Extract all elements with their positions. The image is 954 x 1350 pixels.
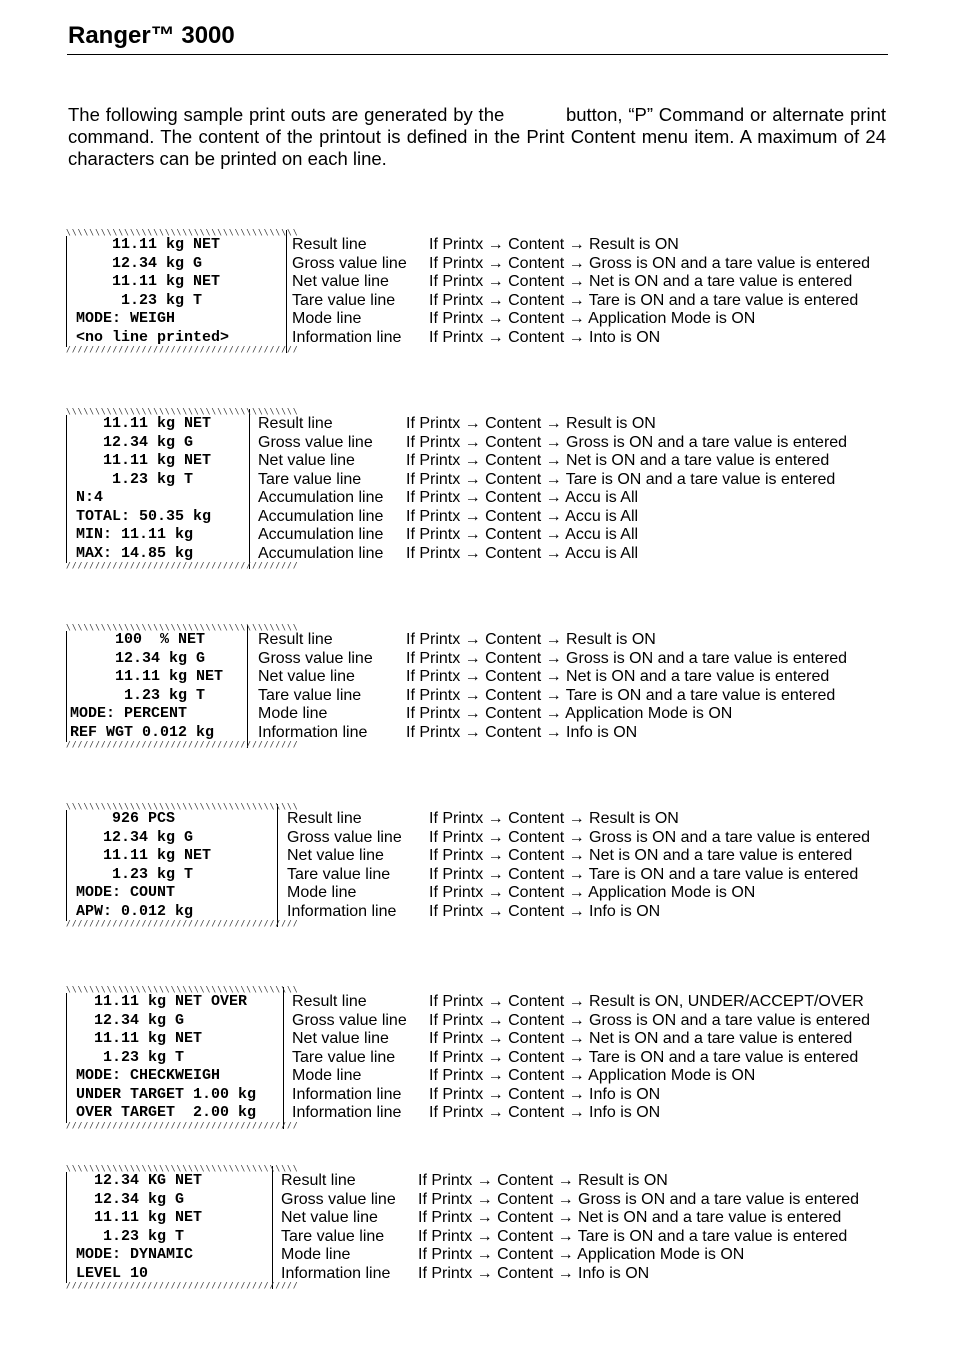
line-condition: If Printx → Content → Result is ON bbox=[429, 810, 679, 827]
line-condition: If Printx → Content → Result is ON bbox=[429, 236, 679, 253]
printout-line: 100 % NET bbox=[70, 631, 206, 648]
line-condition: If Printx → Content → Net is ON and a tare value is entered bbox=[406, 452, 830, 469]
printout-line: MAX: 14.85 kg bbox=[76, 544, 194, 562]
line-condition: If Printx → Content → Accu is All bbox=[406, 544, 639, 562]
printout-ticket bbox=[66, 1164, 299, 1290]
line-condition: If Printx → Content → Result is ON bbox=[406, 631, 656, 648]
printout-line: 12.34 kg G bbox=[76, 1011, 185, 1029]
printout-line: 12.34 KG NET bbox=[76, 1172, 203, 1189]
printout-line: MODE: WEIGH bbox=[76, 310, 176, 327]
line-type-label: Result line bbox=[281, 1172, 356, 1189]
line-type-label: Result line bbox=[258, 631, 333, 648]
printout-line: 926 PCS bbox=[76, 810, 176, 827]
line-type-label: Accumulation line bbox=[258, 544, 384, 562]
line-type-label: Result line bbox=[292, 236, 367, 253]
intro-paragraph bbox=[68, 104, 886, 170]
printout-line: REF WGT 0.012 kg bbox=[70, 723, 215, 741]
line-type-label: Accumulation line bbox=[258, 507, 384, 525]
ticket-torn-edge-bottom: //////////////////////////////////////// bbox=[66, 740, 299, 749]
line-condition: If Printx → Content → Into is ON bbox=[429, 328, 661, 346]
line-condition: If Printx → Content → Gross is ON and a tare value is entered bbox=[429, 254, 871, 272]
line-type-label: Tare value line bbox=[292, 291, 396, 309]
line-type-label: Mode line bbox=[258, 705, 328, 722]
page-title: Ranger™ 3000 bbox=[68, 22, 235, 49]
printout-line: TOTAL: 50.35 kg bbox=[76, 507, 212, 525]
line-type-label: Mode line bbox=[281, 1246, 351, 1263]
line-condition: If Printx → Content → Net is ON and a tare value is entered bbox=[406, 668, 830, 685]
ticket-torn-edge-bottom: //////////////////////////////////////// bbox=[66, 345, 299, 354]
ticket-body bbox=[66, 810, 277, 921]
line-condition: If Printx → Content → Accu is All bbox=[406, 507, 639, 525]
printout-line: OVER TARGET 2.00 kg bbox=[76, 1104, 257, 1121]
line-condition: If Printx → Content → Gross is ON and a tare value is entered bbox=[406, 433, 848, 451]
line-type-label: Accumulation line bbox=[258, 489, 384, 506]
line-condition: If Printx → Content → Gross is ON and a tare value is entered bbox=[429, 828, 871, 846]
printout-ticket bbox=[66, 985, 299, 1130]
printout-line: 11.11 kg NET bbox=[76, 847, 212, 864]
ticket-torn-edge-top: \\\\\\\\\\\\\\\\\\\\\\\\\\\\\\\\\\\\\\\\ bbox=[66, 228, 299, 237]
line-type-label: Information line bbox=[292, 1085, 402, 1103]
intro-text-start: The following sample print outs are generated by the bbox=[68, 104, 505, 125]
line-condition: If Printx → Content → Info is ON bbox=[429, 1085, 661, 1103]
line-condition: If Printx → Content → Info is ON bbox=[418, 1264, 650, 1282]
printout-line: LEVEL 10 bbox=[76, 1264, 149, 1282]
ticket-torn-edge-top: \\\\\\\\\\\\\\\\\\\\\\\\\\\\\\\\\\\\\\\\ bbox=[66, 802, 299, 811]
printout-line: 11.11 kg NET bbox=[76, 1030, 203, 1047]
line-type-label: Gross value line bbox=[258, 649, 373, 667]
printout-line: 1.23 kg T bbox=[76, 1227, 185, 1245]
line-condition: If Printx → Content → Application Mode is ON bbox=[418, 1246, 745, 1263]
line-condition: If Printx → Content → Result is ON bbox=[406, 415, 656, 432]
printout-line: 12.34 kg G bbox=[76, 1190, 185, 1208]
line-type-label: Net value line bbox=[258, 668, 355, 685]
ticket-body bbox=[66, 993, 283, 1123]
line-condition: If Printx → Content → Application Mode is ON bbox=[429, 1067, 756, 1084]
line-type-label: Net value line bbox=[281, 1209, 378, 1226]
ticket-torn-edge-bottom: //////////////////////////////////////// bbox=[66, 1120, 299, 1130]
ticket-body bbox=[66, 1172, 272, 1283]
line-condition: If Printx → Content → Tare is ON and a tare value is entered bbox=[406, 470, 836, 488]
printout-line: 11.11 kg NET bbox=[76, 273, 221, 290]
line-condition: If Printx → Content → Net is ON and a tare value is entered bbox=[429, 847, 853, 864]
ticket-body bbox=[66, 236, 286, 347]
ticket-torn-edge-top: \\\\\\\\\\\\\\\\\\\\\\\\\\\\\\\\\\\\\\\\ bbox=[66, 407, 299, 416]
line-type-label: Gross value line bbox=[292, 1011, 407, 1029]
line-type-label: Gross value line bbox=[281, 1190, 396, 1208]
printout-line: <no line printed> bbox=[76, 328, 230, 346]
printout-line: 12.34 kg G bbox=[76, 433, 194, 451]
printout-ticket bbox=[66, 802, 299, 928]
line-type-label: Tare value line bbox=[287, 865, 391, 883]
page-header bbox=[67, 22, 888, 55]
printout-line: 1.23 kg T bbox=[70, 686, 206, 704]
printout-line: 1.23 kg T bbox=[76, 291, 203, 309]
ticket-torn-edge-top: \\\\\\\\\\\\\\\\\\\\\\\\\\\\\\\\\\\\\\\\ bbox=[66, 1164, 299, 1173]
intro-text-end: button, “P” Command or alternate print command. The content of the printout is defined in the Print Content menu item. A maximum of 24 characters can be printed on each line. bbox=[68, 104, 887, 169]
printout-line: 1.23 kg T bbox=[76, 865, 194, 883]
line-type-label: Mode line bbox=[292, 1067, 362, 1084]
printout-line: 12.34 kg G bbox=[70, 649, 206, 667]
printout-line: 11.11 kg NET bbox=[76, 236, 221, 253]
printout-line: 12.34 kg G bbox=[76, 828, 194, 846]
line-type-label: Tare value line bbox=[258, 686, 362, 704]
printout-line: 1.23 kg T bbox=[76, 470, 194, 488]
printout-line: 11.11 kg NET bbox=[70, 668, 224, 685]
line-condition: If Printx → Content → Tare is ON and a tare value is entered bbox=[406, 686, 836, 704]
line-type-label: Tare value line bbox=[292, 1048, 396, 1066]
printout-line: N:4 bbox=[76, 489, 104, 506]
line-condition: If Printx → Content → Tare is ON and a tare value is entered bbox=[429, 865, 859, 883]
line-condition: If Printx → Content → Gross is ON and a tare value is entered bbox=[429, 1011, 871, 1029]
printout-line: MODE: COUNT bbox=[76, 884, 176, 901]
line-condition: If Printx → Content → Net is ON and a tare value is entered bbox=[429, 273, 853, 290]
ticket-torn-edge-top: \\\\\\\\\\\\\\\\\\\\\\\\\\\\\\\\\\\\\\\\ bbox=[66, 985, 299, 994]
line-condition: If Printx → Content → Accu is All bbox=[406, 526, 639, 543]
line-condition: If Printx → Content → Application Mode is ON bbox=[406, 705, 733, 722]
line-condition: If Printx → Content → Application Mode is ON bbox=[429, 884, 756, 901]
line-condition: If Printx → Content → Tare is ON and a tare value is entered bbox=[429, 291, 859, 309]
line-type-label: Tare value line bbox=[281, 1227, 385, 1245]
line-type-label: Information line bbox=[292, 1104, 402, 1121]
line-condition: If Printx → Content → Result is ON, UNDER/ACCEPT/OVER bbox=[429, 993, 864, 1010]
line-type-label: Mode line bbox=[292, 310, 362, 327]
line-type-label: Information line bbox=[287, 902, 397, 920]
line-condition: If Printx → Content → Accu is All bbox=[406, 489, 639, 506]
line-type-label: Accumulation line bbox=[258, 526, 384, 543]
line-type-label: Information line bbox=[292, 328, 402, 346]
line-condition: If Printx → Content → Info is ON bbox=[406, 723, 638, 741]
printout-line: MODE: DYNAMIC bbox=[76, 1246, 194, 1263]
printout-line: 11.11 kg NET bbox=[76, 1209, 203, 1226]
line-condition: If Printx → Content → Info is ON bbox=[429, 1104, 661, 1121]
line-type-label: Gross value line bbox=[258, 433, 373, 451]
printout-line: 1.23 kg T bbox=[76, 1048, 185, 1066]
ticket-torn-edge-bottom: //////////////////////////////////////// bbox=[66, 561, 299, 570]
line-condition: If Printx → Content → Tare is ON and a tare value is entered bbox=[429, 1048, 859, 1066]
line-type-label: Net value line bbox=[287, 847, 384, 864]
line-type-label: Result line bbox=[258, 415, 333, 432]
printout-line: MIN: 11.11 kg bbox=[76, 526, 194, 543]
line-type-label: Gross value line bbox=[287, 828, 402, 846]
printout-line: 11.11 kg NET bbox=[76, 452, 212, 469]
printout-line: MODE: CHECKWEIGH bbox=[76, 1067, 221, 1084]
line-type-label: Gross value line bbox=[292, 254, 407, 272]
printout-line: APW: 0.012 kg bbox=[76, 902, 194, 920]
line-condition: If Printx → Content → Result is ON bbox=[418, 1172, 668, 1189]
line-type-label: Information line bbox=[258, 723, 368, 741]
line-condition: If Printx → Content → Gross is ON and a tare value is entered bbox=[418, 1190, 860, 1208]
ticket-body bbox=[66, 415, 249, 563]
line-type-label: Result line bbox=[292, 993, 367, 1010]
line-type-label: Tare value line bbox=[258, 470, 362, 488]
ticket-body bbox=[66, 631, 247, 742]
line-condition: If Printx → Content → Info is ON bbox=[429, 902, 661, 920]
line-type-label: Result line bbox=[287, 810, 362, 827]
line-type-label: Mode line bbox=[287, 884, 357, 901]
ticket-torn-edge-top: \\\\\\\\\\\\\\\\\\\\\\\\\\\\\\\\\\\\\\\\ bbox=[66, 623, 299, 632]
line-condition: If Printx → Content → Net is ON and a tare value is entered bbox=[418, 1209, 842, 1226]
line-condition: If Printx → Content → Net is ON and a tare value is entered bbox=[429, 1030, 853, 1047]
printout-line: 11.11 kg NET bbox=[76, 415, 212, 432]
printout-line: 11.11 kg NET OVER bbox=[76, 993, 248, 1010]
printout-line: 12.34 kg G bbox=[76, 254, 203, 272]
line-condition: If Printx → Content → Gross is ON and a tare value is entered bbox=[406, 649, 848, 667]
printout-ticket bbox=[66, 228, 299, 354]
line-type-label: Net value line bbox=[292, 273, 389, 290]
ticket-torn-edge-bottom: //////////////////////////////////////// bbox=[66, 919, 299, 928]
printout-line: UNDER TARGET 1.00 kg bbox=[76, 1085, 257, 1103]
printout-line: MODE: PERCENT bbox=[70, 705, 188, 722]
line-type-label: Net value line bbox=[258, 452, 355, 469]
line-type-label: Information line bbox=[281, 1264, 391, 1282]
ticket-torn-edge-bottom: //////////////////////////////////////// bbox=[66, 1281, 299, 1290]
line-condition: If Printx → Content → Tare is ON and a tare value is entered bbox=[418, 1227, 848, 1245]
line-condition: If Printx → Content → Application Mode is ON bbox=[429, 310, 756, 327]
line-type-label: Net value line bbox=[292, 1030, 389, 1047]
